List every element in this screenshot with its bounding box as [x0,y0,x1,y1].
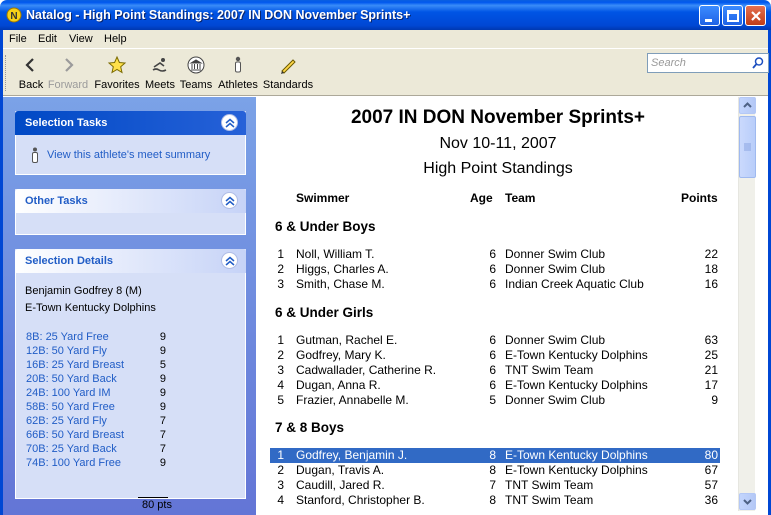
age-cell: 6 [489,277,496,291]
place-cell: 1 [277,247,284,261]
event-points: 9 [159,387,166,399]
standings-row[interactable] [270,277,720,292]
standings-row[interactable] [270,493,720,508]
swimmer-cell: Godfrey, Benjamin J. [296,448,408,462]
event-row[interactable] [26,401,166,415]
team-cell: Donner Swim Club [505,333,606,347]
place-cell: 5 [277,393,284,407]
age-cell: 6 [489,262,496,276]
standings-row[interactable] [270,333,720,348]
athlete-team: E-Town Kentucky Dolphins [25,302,156,314]
standings-row[interactable] [270,247,720,262]
points-cell: 17 [704,378,718,392]
team-cell: E-Town Kentucky Dolphins [505,448,648,462]
close-icon [746,6,767,27]
age-cell: 6 [489,348,496,362]
menu-view[interactable]: View [69,33,93,45]
team-cell: TNT Swim Team [505,363,594,377]
report-subtitle: High Point Standings [423,160,573,177]
event-points: 9 [159,457,166,469]
other-tasks-body [15,213,246,235]
collapse-chevron-icon[interactable] [221,114,238,131]
age-cell: 5 [489,393,496,407]
team-cell: TNT Swim Team [505,493,594,507]
building-icon [186,55,206,75]
event-name-link[interactable]: 62B: 25 Yard Fly [26,415,107,427]
swimmer-cell: Noll, William T. [296,247,375,261]
selection-tasks-title: Selection Tasks [25,117,108,129]
selection-details-body [15,273,246,511]
event-name-link[interactable]: 16B: 25 Yard Breast [26,359,125,371]
teams-button[interactable]: Teams [178,51,214,95]
other-tasks-title: Other Tasks [25,195,88,207]
selection-details-header[interactable] [15,249,246,273]
event-row[interactable] [26,331,166,345]
other-tasks-header[interactable] [15,189,246,213]
event-row[interactable] [26,429,166,443]
column-header-team: Team [505,191,536,205]
place-cell: 1 [277,448,284,462]
minimize-button[interactable] [699,5,720,26]
close-button[interactable] [745,5,766,26]
age-cell: 6 [489,247,496,261]
selection-details-box [15,249,246,511]
place-cell: 4 [277,378,284,392]
points-cell: 36 [704,493,718,507]
standings-row[interactable] [270,478,720,493]
event-row[interactable] [26,373,166,387]
swimmer-cell: Godfrey, Mary K. [296,348,386,362]
swimmer-cell: Stanford, Christopher B. [296,493,425,507]
report-view[interactable] [258,97,738,515]
points-cell: 9 [711,393,718,407]
scroll-down-icon [740,494,755,509]
report-title: 2007 IN DON November Sprints+ [350,107,646,128]
column-header-age: Age [470,191,493,205]
other-tasks-box [15,189,246,235]
points-cell: 16 [704,277,718,291]
column-header-swimmer: Swimmer [296,191,350,205]
team-cell: Donner Swim Club [505,247,606,261]
team-cell: TNT Swim Team [505,478,594,492]
place-cell: 2 [277,463,284,477]
event-name-link[interactable]: 74B: 100 Yard Free [26,457,121,469]
age-cell: 8 [489,463,496,477]
event-points: 9 [159,373,166,385]
event-name-link[interactable]: 12B: 50 Yard Fly [26,345,107,357]
maximize-icon [723,6,744,27]
age-cell: 7 [489,478,496,492]
age-cell: 8 [489,493,496,507]
grip-icon [740,117,755,177]
standings-row[interactable] [270,378,720,393]
menu-edit[interactable]: Edit [38,33,57,45]
svg-text:N: N [10,11,18,22]
swimmer-cell: Gutman, Rachel E. [296,333,398,347]
points-cell: 25 [704,348,718,362]
points-cell: 22 [704,247,718,261]
event-name-link[interactable]: 20B: 50 Yard Back [26,373,117,385]
standards-button[interactable]: Standards [262,51,314,95]
scroll-up-icon [740,98,755,113]
points-cell: 18 [704,262,718,276]
total-divider [138,497,168,498]
event-points: 7 [159,415,166,427]
section-heading: 7 & 8 Boys [275,420,345,435]
place-cell: 3 [277,363,284,377]
toolbar-grip[interactable] [5,55,8,91]
points-cell: 67 [704,463,718,477]
section-heading: 6 & Under Girls [275,305,374,320]
window-title: Natalog - High Point Standings: 2007 IN DON November Sprints+ [26,8,411,22]
points-cell: 63 [704,333,718,347]
back-arrow-icon [21,55,41,75]
event-points: 7 [159,443,166,455]
standings-row[interactable] [270,393,720,408]
forward-arrow-icon [58,55,78,75]
swimmer-cell: Dugan, Anna R. [296,378,381,392]
swimmer-cell: Cadwallader, Catherine R. [296,363,437,377]
menu-bar [3,30,768,48]
standings-row[interactable] [270,262,720,277]
team-cell: Donner Swim Club [505,262,606,276]
age-cell: 6 [489,333,496,347]
event-row[interactable] [26,415,166,429]
team-cell: Indian Creek Aquatic Club [505,277,644,291]
selection-tasks-body [15,135,246,175]
event-row[interactable] [26,359,166,373]
standings-row[interactable] [270,363,720,378]
event-row[interactable] [26,345,166,359]
team-cell: E-Town Kentucky Dolphins [505,348,648,362]
place-cell: 3 [277,277,284,291]
event-name-link[interactable]: 24B: 100 Yard IM [26,387,111,399]
place-cell: 4 [277,493,284,507]
event-name-link[interactable]: 58B: 50 Yard Free [26,401,115,413]
person-icon [30,147,40,163]
scroll-thumb[interactable] [739,116,756,178]
age-cell: 6 [489,378,496,392]
event-points: 9 [159,345,166,357]
view-meet-summary-link[interactable]: View this athlete's meet summary [47,149,211,161]
place-cell: 3 [277,478,284,492]
back-button[interactable]: Back [17,51,45,95]
event-points: 7 [159,429,166,441]
app-icon [6,7,22,23]
scroll-up-button[interactable] [739,97,756,114]
standings-row[interactable] [270,348,720,363]
toolbar [3,48,768,96]
task-pane [3,97,256,515]
swimmer-cell: Caudill, Jared R. [296,478,385,492]
column-header-points: Points [681,191,718,205]
menu-file[interactable]: File [9,33,27,45]
event-points: 9 [159,331,166,343]
person-icon [228,55,248,75]
event-points: 5 [159,359,166,371]
team-cell: Donner Swim Club [505,393,606,407]
event-row[interactable] [26,457,166,471]
swimmer-cell: Frazier, Annabelle M. [296,393,409,407]
team-cell: E-Town Kentucky Dolphins [505,463,648,477]
menu-help[interactable]: Help [104,33,127,45]
collapse-chevron-icon[interactable] [221,252,238,269]
points-cell: 21 [704,363,718,377]
star-icon [107,55,127,75]
event-row[interactable] [26,443,166,457]
points-cell: 80 [704,448,718,462]
event-name-link[interactable]: 8B: 25 Yard Free [26,331,109,343]
selection-details-title: Selection Details [25,255,114,267]
points-cell: 57 [704,478,718,492]
pencil-icon [278,55,298,75]
swimmer-cell: Dugan, Travis A. [296,463,385,477]
team-cell: E-Town Kentucky Dolphins [505,378,648,392]
place-cell: 2 [277,262,284,276]
athletes-button[interactable]: Athletes [216,51,260,95]
report-dates: Nov 10-11, 2007 [439,135,557,152]
maximize-button[interactable] [722,5,743,26]
section-heading: 6 & Under Boys [275,219,376,234]
forward-button[interactable]: Forward [46,51,90,95]
vertical-scrollbar[interactable] [738,97,755,511]
search-input[interactable] [647,53,769,73]
athlete-name: Benjamin Godfrey 8 (M) [25,285,142,297]
minimize-icon [700,6,721,27]
event-name-link[interactable]: 66B: 50 Yard Breast [26,429,125,441]
search-icon[interactable] [751,56,765,70]
swimmer-icon [150,55,170,75]
event-row[interactable] [26,387,166,401]
standings-row[interactable] [270,448,720,463]
swimmer-cell: Smith, Chase M. [296,277,385,291]
standings-row[interactable] [270,463,720,478]
age-cell: 6 [489,363,496,377]
meets-button[interactable]: Meets [143,51,177,95]
swimmer-cell: Higgs, Charles A. [296,262,389,276]
total-points: 80 pts [142,499,172,511]
place-cell: 2 [277,348,284,362]
title-bar[interactable] [0,0,771,30]
event-points: 9 [159,401,166,413]
age-cell: 8 [489,448,496,462]
place-cell: 1 [277,333,284,347]
favorites-button[interactable]: Favorites [92,51,142,95]
search-placeholder: Search [651,57,686,69]
selection-tasks-box [15,111,246,175]
selection-tasks-header[interactable] [15,111,246,135]
collapse-chevron-icon[interactable] [221,192,238,209]
scroll-down-button[interactable] [739,493,756,510]
event-name-link[interactable]: 70B: 25 Yard Back [26,443,117,455]
